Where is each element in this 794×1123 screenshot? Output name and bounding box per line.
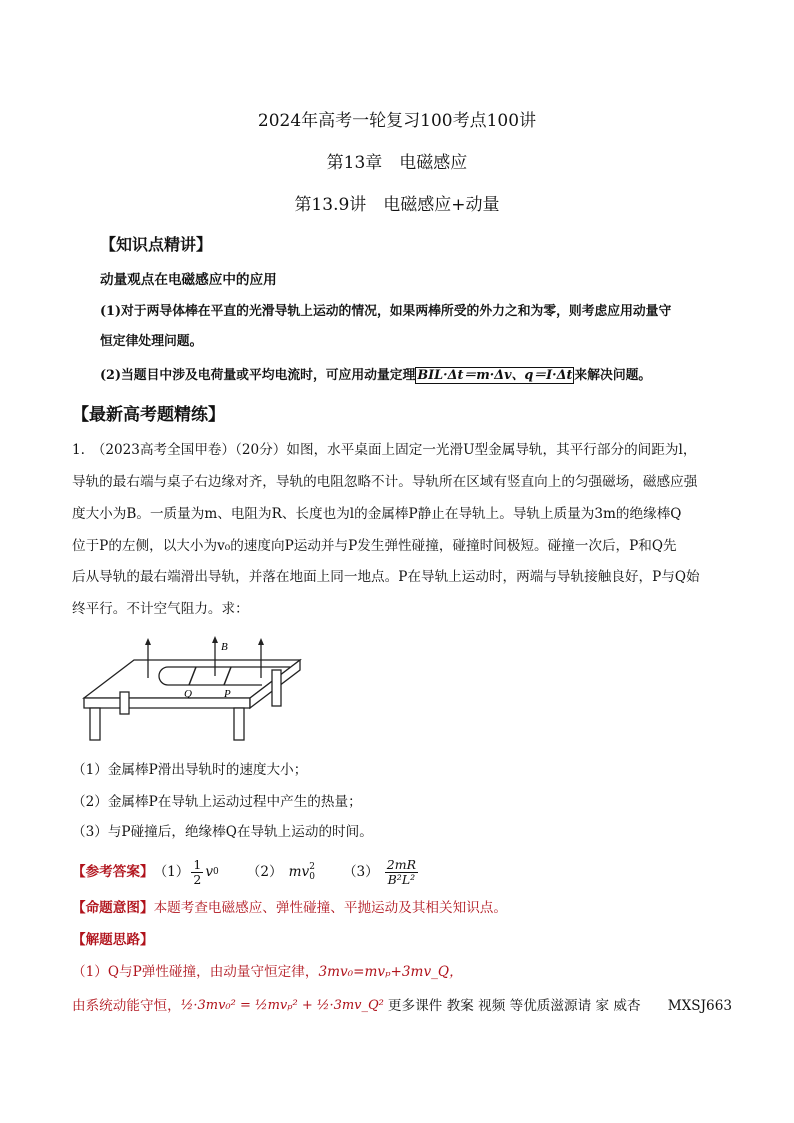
- answer-1-denominator: 2: [193, 871, 202, 887]
- question-line-1: 1. （2023高考全国甲卷）（20分）如图，水平桌面上固定一光滑U型金属导轨，其平行部分的间距为l，: [72, 442, 697, 458]
- answer-1-fraction: [191, 858, 203, 885]
- knowledge-subheading: 动量观点在电磁感应中的应用: [100, 272, 277, 288]
- rod-label-p: P: [224, 688, 231, 700]
- knowledge-heading: 【知识点精讲】: [100, 235, 213, 254]
- knowledge-item-2: [100, 362, 651, 390]
- momentum-theorem-formula: BIL·Δt＝m·Δv、q＝I·Δt: [417, 368, 573, 383]
- table-rail-figure: [76, 636, 306, 746]
- answer-3-denominator: B²L²: [387, 871, 416, 887]
- sub-question-2: （2）金属棒P在导轨上运动过程中产生的热量；: [72, 794, 362, 810]
- chapter-title: 第13章 电磁感应: [326, 153, 468, 173]
- momentum-equation: 3mv₀=mvₚ+3mv_Q，: [318, 964, 463, 980]
- doc-title: 2024年高考一轮复习100考点100讲: [257, 111, 537, 131]
- solution-line-1: [72, 958, 463, 986]
- answer-3-fraction: [385, 858, 418, 885]
- solution-line-2-prefix: 由系统动能守恒，: [72, 998, 181, 1014]
- answer-2-sub: 0: [309, 872, 315, 882]
- knowledge-item-2-prefix: (2)当题目中涉及电荷量或平均电流时，可应用动量定理: [100, 368, 416, 383]
- answer-1-prefix: （1）: [153, 864, 190, 880]
- answer-3-numerator: 2mR: [386, 857, 416, 873]
- answer-2-prefix: （2）: [246, 864, 283, 880]
- answer-label: 【参考答案】: [72, 864, 154, 880]
- knowledge-item-1-line-1: (1)对于两导体棒在平直的光滑导轨上运动的情况，如果两棒所受的外力之和为零，则考虑应用动量守: [100, 304, 672, 319]
- solution-line-1-text: （1）Q与P弹性碰撞，由动量守恒定律，: [72, 964, 319, 980]
- field-label-b: B: [221, 641, 228, 653]
- answer-2-expr: mv: [288, 864, 310, 880]
- answer-1-sub: 0: [213, 867, 219, 877]
- knowledge-item-2-suffix: 来解决问题。: [574, 368, 652, 383]
- energy-equation: ½·3mv₀² = ½mvₚ² + ½·3mv_Q²: [180, 998, 384, 1013]
- question-line-5: 后从导轨的最右端滑出导轨，并落在地面上同一地点。P在导轨上运动时，两端与导轨接触良好，P与Q始: [72, 569, 700, 585]
- watermark-id: MXSJ663: [667, 998, 732, 1014]
- question-line-3: 度大小为B。一质量为m、电阻为R、长度也为l的金属棒P静止在导轨上。导轨上质量为3m的绝缘棒Q: [72, 506, 682, 522]
- question-line-2: 导轨的最右端与桌子右边缘对齐，导轨的电阻忽略不计。导轨所在区域有竖直向上的匀强磁场，磁感应强: [72, 474, 698, 490]
- sub-question-3: （3）与P碰撞后，绝缘棒Q在导轨上运动的时间。: [72, 824, 373, 840]
- solution-line-2: [72, 992, 732, 1020]
- answer-1-numerator: 1: [193, 857, 202, 873]
- reference-answer: [72, 852, 420, 892]
- exam-heading: 【最新高考题精练】: [72, 405, 225, 425]
- answer-3-prefix: （3）: [342, 864, 379, 880]
- question-line-6: 终平行。不计空气阻力。求：: [72, 601, 249, 617]
- answer-2-sup: 2: [309, 862, 315, 872]
- lecture-title: 第13.9讲 电磁感应+动量: [294, 195, 500, 215]
- intent-label: 【命题意图】: [72, 900, 154, 916]
- solution-label: 【解题思路】: [72, 932, 154, 948]
- answer-1-var: v: [205, 864, 214, 880]
- intent-line: [72, 894, 507, 922]
- rod-label-q: Q: [184, 688, 192, 700]
- watermark-text: 更多课件 教案 视频 等优质滋源请 家 威杏: [387, 998, 641, 1014]
- intent-text: 本题考查电磁感应、弹性碰撞、平抛运动及其相关知识点。: [153, 900, 507, 916]
- sub-question-1: （1）金属棒P滑出导轨时的速度大小；: [72, 762, 308, 778]
- knowledge-item-1-line-2: 恒定律处理问题。: [100, 334, 203, 349]
- question-line-4: 位于P的左侧，以大小为v₀的速度向P运动并与P发生弹性碰撞，碰撞时间极短。碰撞一次后，P和Q先: [72, 538, 677, 554]
